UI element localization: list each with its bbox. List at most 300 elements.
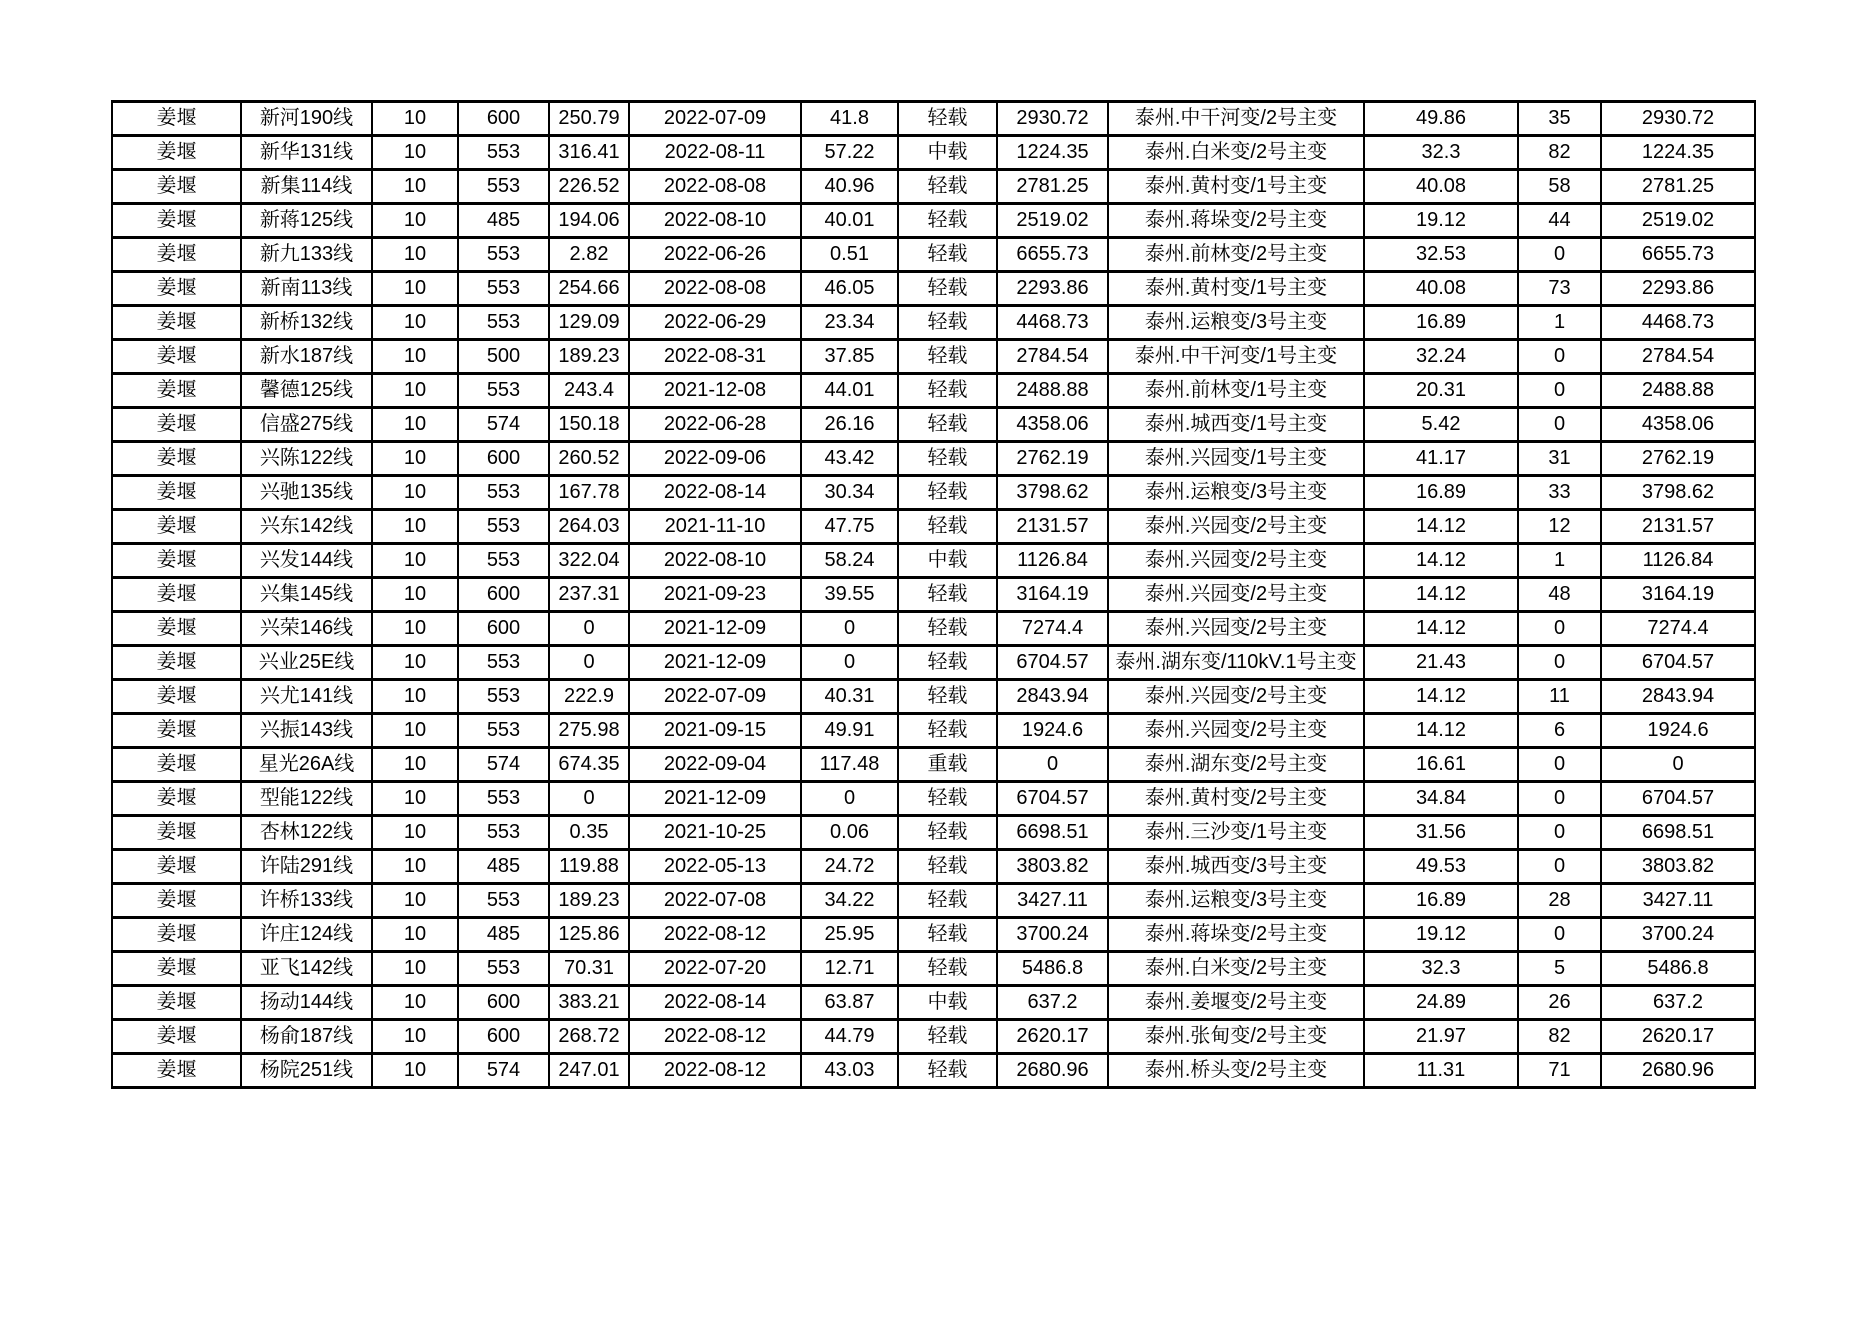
cell-capacity	[458, 306, 549, 340]
cell-load-rate	[801, 680, 898, 714]
cell-load-status	[898, 646, 997, 680]
cell-text: 2022-07-08	[663, 889, 767, 911]
cell-capacity	[458, 748, 549, 782]
table-row	[112, 102, 1755, 136]
cell-text: 泰州.中干河变/1号主变	[1134, 345, 1338, 367]
cell-text: 2930.72	[1016, 107, 1089, 129]
cell-capacity	[458, 646, 549, 680]
cell-load-status	[898, 476, 997, 510]
cell-transformer	[1108, 306, 1364, 340]
cell-voltage	[372, 714, 458, 748]
cell-date	[629, 510, 801, 544]
cell-text: 14.12	[1415, 685, 1467, 707]
table-row	[112, 884, 1755, 918]
cell-text: 泰州.白米变/2号主变	[1144, 957, 1328, 979]
cell-text: 37.85	[824, 345, 875, 367]
table-row	[112, 374, 1755, 408]
cell-text: 553	[486, 141, 521, 163]
cell-load	[549, 374, 629, 408]
cell-transformer-rate	[1364, 952, 1518, 986]
cell-text: 82	[1548, 1025, 1571, 1047]
cell-text: 2021-12-09	[663, 787, 767, 809]
cell-text: 21.43	[1415, 651, 1467, 673]
table-row	[112, 170, 1755, 204]
cell-capacity	[458, 408, 549, 442]
cell-value-a	[997, 102, 1108, 136]
cell-transformer-rate	[1364, 272, 1518, 306]
cell-line-name	[241, 816, 372, 850]
cell-text: 姜堰	[156, 107, 197, 129]
cell-voltage	[372, 782, 458, 816]
cell-value-a	[997, 1020, 1108, 1054]
cell-load	[549, 816, 629, 850]
cell-load-status	[898, 272, 997, 306]
cell-value-a	[997, 850, 1108, 884]
cell-text: 星光26A线	[258, 753, 355, 775]
cell-load-status	[898, 952, 997, 986]
cell-text: 485	[486, 855, 521, 877]
cell-text: 10	[403, 107, 427, 129]
cell-region	[112, 646, 241, 680]
cell-load-rate	[801, 136, 898, 170]
cell-days	[1518, 170, 1601, 204]
cell-text: 16.89	[1415, 311, 1467, 333]
cell-value-a	[997, 612, 1108, 646]
cell-text: 322.04	[558, 549, 620, 571]
table-row	[112, 340, 1755, 374]
cell-text: 3700.24	[1016, 923, 1089, 945]
cell-text: 2620.17	[1641, 1025, 1715, 1047]
cell-text: 2930.72	[1641, 107, 1715, 129]
cell-text: 574	[486, 413, 521, 435]
cell-region	[112, 170, 241, 204]
cell-text: 24.72	[824, 855, 875, 877]
cell-value-b	[1601, 782, 1755, 816]
cell-text: 2021-09-15	[663, 719, 767, 741]
cell-days	[1518, 884, 1601, 918]
table-row	[112, 510, 1755, 544]
cell-load-rate	[801, 714, 898, 748]
cell-text: 姜堰	[156, 447, 197, 469]
cell-date	[629, 1020, 801, 1054]
cell-text: 2022-08-31	[663, 345, 767, 367]
cell-text: 2762.19	[1016, 447, 1089, 469]
cell-text: 222.9	[563, 685, 615, 707]
table-row	[112, 918, 1755, 952]
table-row	[112, 306, 1755, 340]
cell-load-status	[898, 408, 997, 442]
cell-text: 泰州.姜堰变/2号主变	[1144, 991, 1328, 1013]
cell-transformer-rate	[1364, 374, 1518, 408]
cell-text: 姜堰	[156, 243, 197, 265]
cell-line-name	[241, 952, 372, 986]
cell-load-rate	[801, 170, 898, 204]
cell-text: 泰州.湖东变/110kV.1号主变	[1115, 651, 1357, 673]
cell-date	[629, 306, 801, 340]
cell-text: 26.16	[824, 413, 875, 435]
cell-transformer	[1108, 918, 1364, 952]
cell-text: 0	[1553, 345, 1566, 367]
cell-text: 杨院251线	[259, 1059, 354, 1081]
feeder-load-table	[111, 100, 1756, 1089]
cell-value-a	[997, 816, 1108, 850]
cell-date	[629, 408, 801, 442]
cell-text: 姜堰	[156, 345, 197, 367]
cell-capacity	[458, 986, 549, 1020]
cell-text: 600	[486, 447, 521, 469]
cell-value-b	[1601, 204, 1755, 238]
cell-voltage	[372, 612, 458, 646]
cell-text: 泰州.三沙变/1号主变	[1144, 821, 1328, 843]
cell-days	[1518, 510, 1601, 544]
cell-text: 250.79	[558, 107, 620, 129]
cell-text: 44.79	[824, 1025, 875, 1047]
cell-load	[549, 1054, 629, 1088]
cell-date	[629, 170, 801, 204]
cell-text: 亚飞142线	[259, 957, 354, 979]
cell-transformer-rate	[1364, 442, 1518, 476]
cell-load	[549, 646, 629, 680]
cell-transformer-rate	[1364, 510, 1518, 544]
cell-load	[549, 714, 629, 748]
cell-line-name	[241, 578, 372, 612]
cell-text: 2620.17	[1016, 1025, 1089, 1047]
cell-text: 2843.94	[1641, 685, 1715, 707]
cell-load-rate	[801, 884, 898, 918]
cell-text: 轻载	[927, 311, 968, 333]
cell-text: 44	[1548, 209, 1571, 231]
cell-text: 泰州.前林变/1号主变	[1144, 379, 1328, 401]
cell-days	[1518, 782, 1601, 816]
cell-line-name	[241, 204, 372, 238]
cell-load-rate	[801, 1020, 898, 1054]
cell-value-a	[997, 884, 1108, 918]
cell-text: 46.05	[824, 277, 875, 299]
cell-value-b	[1601, 986, 1755, 1020]
cell-transformer-rate	[1364, 612, 1518, 646]
cell-text: 0	[843, 651, 856, 673]
cell-text: 600	[486, 991, 521, 1013]
cell-region	[112, 680, 241, 714]
cell-transformer	[1108, 646, 1364, 680]
table-body	[112, 102, 1755, 1088]
cell-region	[112, 952, 241, 986]
cell-text: 2022-08-10	[663, 549, 767, 571]
cell-voltage	[372, 1054, 458, 1088]
cell-text: 237.31	[558, 583, 620, 605]
cell-line-name	[241, 442, 372, 476]
cell-text: 226.52	[558, 175, 620, 197]
cell-text: 1924.6	[1647, 719, 1709, 741]
cell-line-name	[241, 272, 372, 306]
cell-text: 3798.62	[1641, 481, 1715, 503]
cell-text: 泰州.蒋垛变/2号主变	[1144, 209, 1328, 231]
cell-region	[112, 102, 241, 136]
cell-value-b	[1601, 476, 1755, 510]
cell-load-rate	[801, 612, 898, 646]
cell-text: 10	[403, 617, 427, 639]
cell-region	[112, 238, 241, 272]
cell-text: 泰州.城西变/1号主变	[1144, 413, 1328, 435]
cell-value-b	[1601, 442, 1755, 476]
table-row	[112, 544, 1755, 578]
cell-text: 10	[403, 447, 427, 469]
cell-region	[112, 816, 241, 850]
cell-region	[112, 578, 241, 612]
cell-text: 16.89	[1415, 889, 1467, 911]
cell-voltage	[372, 102, 458, 136]
cell-load	[549, 476, 629, 510]
cell-voltage	[372, 544, 458, 578]
cell-text: 600	[486, 1025, 521, 1047]
cell-transformer-rate	[1364, 714, 1518, 748]
cell-text: 6655.73	[1641, 243, 1715, 265]
cell-text: 500	[486, 345, 521, 367]
cell-value-a	[997, 646, 1108, 680]
cell-text: 2680.96	[1641, 1059, 1715, 1081]
cell-text: 10	[403, 787, 427, 809]
cell-text: 姜堰	[156, 277, 197, 299]
cell-load-status	[898, 782, 997, 816]
cell-text: 21.97	[1415, 1025, 1467, 1047]
cell-text: 2762.19	[1641, 447, 1715, 469]
cell-text: 兴集145线	[259, 583, 354, 605]
cell-transformer-rate	[1364, 476, 1518, 510]
cell-load-status	[898, 102, 997, 136]
cell-text: 553	[486, 277, 521, 299]
cell-text: 49.86	[1415, 107, 1467, 129]
table-row	[112, 408, 1755, 442]
cell-text: 2022-09-06	[663, 447, 767, 469]
cell-text: 2131.57	[1016, 515, 1089, 537]
cell-text: 32.3	[1421, 141, 1461, 163]
cell-text: 姜堰	[156, 889, 197, 911]
cell-text: 485	[486, 209, 521, 231]
cell-text: 12	[1548, 515, 1571, 537]
cell-region	[112, 340, 241, 374]
cell-text: 轻载	[927, 243, 968, 265]
cell-text: 268.72	[558, 1025, 620, 1047]
cell-text: 泰州.桥头变/2号主变	[1144, 1059, 1328, 1081]
cell-value-a	[997, 714, 1108, 748]
cell-load	[549, 136, 629, 170]
cell-text: 中载	[927, 141, 968, 163]
cell-transformer	[1108, 102, 1364, 136]
cell-transformer-rate	[1364, 782, 1518, 816]
cell-text: 40.08	[1415, 277, 1467, 299]
cell-text: 姜堰	[156, 685, 197, 707]
cell-text: 0	[1553, 243, 1566, 265]
cell-load-status	[898, 170, 997, 204]
cell-text: 44.01	[824, 379, 875, 401]
cell-value-a	[997, 782, 1108, 816]
cell-transformer	[1108, 952, 1364, 986]
cell-load-status	[898, 374, 997, 408]
cell-text: 553	[486, 311, 521, 333]
cell-text: 轻载	[927, 345, 968, 367]
cell-text: 12.71	[824, 957, 875, 979]
cell-capacity	[458, 272, 549, 306]
cell-text: 杏林122线	[259, 821, 354, 843]
cell-text: 2781.25	[1641, 175, 1715, 197]
cell-value-b	[1601, 170, 1755, 204]
cell-transformer-rate	[1364, 646, 1518, 680]
cell-transformer-rate	[1364, 1054, 1518, 1088]
cell-transformer-rate	[1364, 408, 1518, 442]
cell-text: 泰州.兴园变/2号主变	[1144, 685, 1328, 707]
cell-line-name	[241, 170, 372, 204]
cell-text: 泰州.张甸变/2号主变	[1144, 1025, 1328, 1047]
cell-text: 许桥133线	[259, 889, 354, 911]
cell-value-a	[997, 1054, 1108, 1088]
cell-line-name	[241, 544, 372, 578]
cell-text: 2022-09-04	[663, 753, 767, 775]
cell-text: 3164.19	[1641, 583, 1715, 605]
cell-load-status	[898, 612, 997, 646]
cell-text: 637.2	[1652, 991, 1704, 1013]
cell-load-rate	[801, 1054, 898, 1088]
cell-load-status	[898, 816, 997, 850]
cell-value-b	[1601, 306, 1755, 340]
cell-text: 轻载	[927, 447, 968, 469]
cell-days	[1518, 714, 1601, 748]
cell-text: 泰州.城西变/3号主变	[1144, 855, 1328, 877]
cell-text: 254.66	[558, 277, 620, 299]
cell-voltage	[372, 884, 458, 918]
table-row	[112, 578, 1755, 612]
cell-text: 6698.51	[1641, 821, 1715, 843]
cell-value-a	[997, 340, 1108, 374]
cell-text: 150.18	[558, 413, 620, 435]
cell-capacity	[458, 918, 549, 952]
cell-text: 10	[403, 277, 427, 299]
cell-capacity	[458, 1054, 549, 1088]
cell-load-status	[898, 680, 997, 714]
cell-load-status	[898, 748, 997, 782]
cell-transformer-rate	[1364, 102, 1518, 136]
cell-text: 553	[486, 821, 521, 843]
cell-line-name	[241, 238, 372, 272]
cell-text: 2022-07-20	[663, 957, 767, 979]
cell-region	[112, 612, 241, 646]
cell-text: 2293.86	[1641, 277, 1715, 299]
cell-text: 姜堰	[156, 583, 197, 605]
cell-load-status	[898, 442, 997, 476]
table-row	[112, 1054, 1755, 1088]
cell-load-rate	[801, 952, 898, 986]
cell-text: 243.4	[563, 379, 615, 401]
cell-text: 许庄124线	[259, 923, 354, 945]
cell-text: 10	[403, 345, 427, 367]
cell-voltage	[372, 238, 458, 272]
cell-line-name	[241, 102, 372, 136]
cell-text: 新华131线	[259, 141, 354, 163]
cell-text: 3427.11	[1017, 889, 1088, 911]
cell-text: 泰州.兴园变/2号主变	[1144, 549, 1328, 571]
cell-transformer	[1108, 442, 1364, 476]
cell-text: 泰州.湖东变/2号主变	[1144, 753, 1328, 775]
cell-text: 6	[1553, 719, 1566, 741]
cell-voltage	[372, 374, 458, 408]
cell-date	[629, 986, 801, 1020]
cell-capacity	[458, 170, 549, 204]
cell-days	[1518, 204, 1601, 238]
cell-load	[549, 952, 629, 986]
cell-text: 10	[403, 991, 427, 1013]
cell-text: 0	[1553, 413, 1566, 435]
cell-line-name	[241, 850, 372, 884]
cell-text: 32.53	[1415, 243, 1467, 265]
cell-text: 3803.82	[1016, 855, 1089, 877]
cell-text: 383.21	[558, 991, 620, 1013]
cell-text: 泰州.兴园变/2号主变	[1144, 719, 1328, 741]
cell-text: 553	[486, 379, 521, 401]
cell-text: 2022-07-09	[663, 107, 767, 129]
cell-text: 553	[486, 243, 521, 265]
cell-text: 轻载	[927, 209, 968, 231]
cell-text: 2843.94	[1016, 685, 1089, 707]
cell-days	[1518, 646, 1601, 680]
cell-text: 0	[1553, 651, 1566, 673]
cell-text: 轻载	[927, 923, 968, 945]
cell-value-a	[997, 306, 1108, 340]
cell-text: 600	[486, 583, 521, 605]
cell-text: 5486.8	[1021, 957, 1084, 979]
cell-voltage	[372, 1020, 458, 1054]
cell-text: 轻载	[927, 413, 968, 435]
cell-text: 0	[1553, 855, 1566, 877]
cell-value-a	[997, 918, 1108, 952]
cell-value-a	[997, 680, 1108, 714]
cell-text: 泰州.黄村变/2号主变	[1144, 787, 1328, 809]
cell-text: 0	[843, 617, 856, 639]
cell-voltage	[372, 306, 458, 340]
cell-text: 兴驰135线	[259, 481, 354, 503]
cell-text: 10	[403, 719, 427, 741]
cell-voltage	[372, 850, 458, 884]
cell-region	[112, 544, 241, 578]
cell-voltage	[372, 918, 458, 952]
cell-transformer	[1108, 884, 1364, 918]
cell-text: 2022-08-10	[663, 209, 767, 231]
cell-text: 2022-08-11	[664, 141, 766, 163]
cell-transformer	[1108, 170, 1364, 204]
cell-load-status	[898, 544, 997, 578]
cell-text: 2022-06-28	[663, 413, 767, 435]
cell-text: 兴荣146线	[259, 617, 354, 639]
cell-text: 泰州.兴园变/1号主变	[1144, 447, 1328, 469]
cell-text: 2021-12-09	[663, 651, 767, 673]
cell-region	[112, 204, 241, 238]
cell-text: 1126.84	[1017, 549, 1088, 571]
cell-text: 姜堰	[156, 413, 197, 435]
cell-text: 48	[1548, 583, 1571, 605]
cell-transformer-rate	[1364, 238, 1518, 272]
table-row	[112, 136, 1755, 170]
cell-load	[549, 850, 629, 884]
cell-value-a	[997, 408, 1108, 442]
cell-region	[112, 1020, 241, 1054]
cell-load	[549, 442, 629, 476]
cell-text: 轻载	[927, 481, 968, 503]
cell-text: 19.12	[1415, 923, 1467, 945]
cell-text: 兴陈122线	[259, 447, 354, 469]
cell-days	[1518, 408, 1601, 442]
cell-text: 0.35	[569, 821, 609, 843]
cell-text: 0	[583, 617, 595, 639]
cell-date	[629, 612, 801, 646]
cell-text: 0	[1553, 379, 1566, 401]
